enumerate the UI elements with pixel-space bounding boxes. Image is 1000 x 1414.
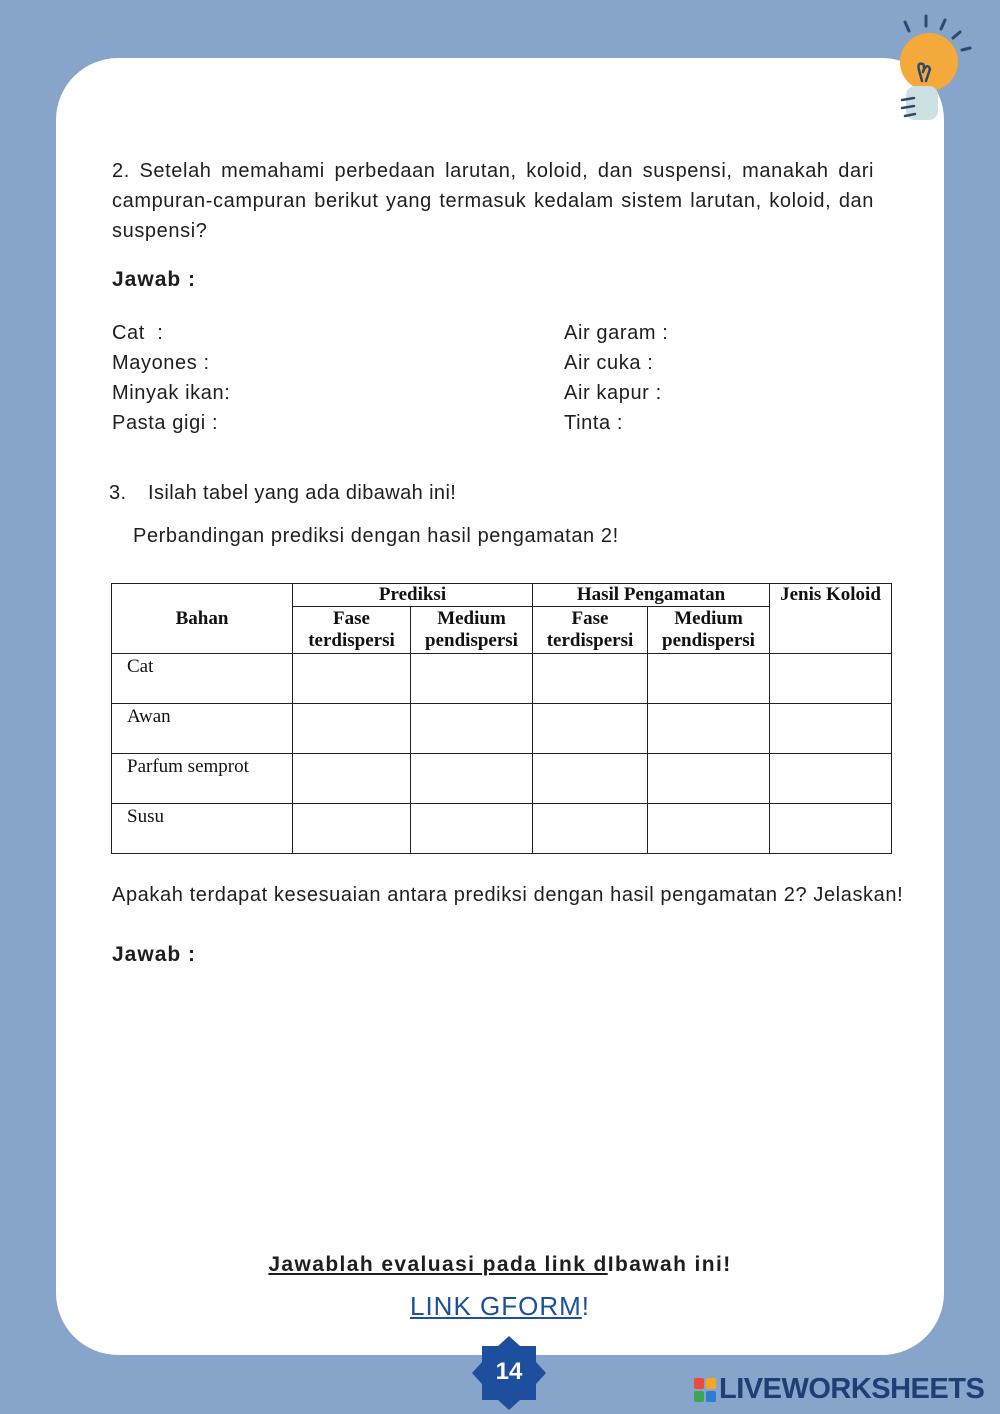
input-cell[interactable] <box>411 804 533 854</box>
question-3-number: 3. <box>109 482 127 504</box>
header-bahan: Bahan <box>112 584 293 654</box>
followup-answer-area[interactable] <box>112 980 904 1220</box>
answer-item-mayones[interactable]: Mayones : <box>112 352 210 374</box>
input-cell[interactable] <box>533 704 648 754</box>
liveworksheets-logo-icon <box>694 1378 716 1402</box>
input-cell[interactable] <box>648 754 770 804</box>
question-2-text: 2. Setelah memahami perbedaan larutan, koloid, dan suspensi, manakah dari campuran-campuran berikut yang termasuk kedalam sistem larutan, koloid, dan suspensi? <box>112 160 874 242</box>
input-cell[interactable] <box>533 754 648 804</box>
answer-label: Jawab : <box>112 268 197 291</box>
header-prediksi-medium: Medium pendispersi <box>411 607 533 654</box>
input-cell[interactable] <box>293 754 411 804</box>
answer-item-air-garam[interactable]: Air garam : <box>564 322 669 344</box>
question-3 <box>109 482 456 505</box>
evaluation-instruction <box>0 1253 1000 1277</box>
header-jenis-koloid: Jenis Koloid <box>770 584 892 654</box>
followup-answer-label: Jawab : <box>112 943 197 966</box>
answer-item-cat[interactable]: Cat : <box>112 322 164 344</box>
input-cell[interactable] <box>648 704 770 754</box>
gform-link-line <box>0 1291 1000 1322</box>
answer-list-right <box>564 318 668 438</box>
table-subtitle: Perbandingan prediksi dengan hasil pengamatan 2! <box>133 525 619 547</box>
input-cell[interactable] <box>293 654 411 704</box>
row-label: Susu <box>112 804 293 854</box>
input-cell[interactable] <box>770 804 892 854</box>
table-row <box>112 804 892 854</box>
input-cell[interactable] <box>648 804 770 854</box>
instruction-underlined: Jawablah evaluasi pada link d <box>268 1253 608 1276</box>
answer-item-tinta[interactable]: Tinta : <box>564 412 624 434</box>
gform-link[interactable]: LINK GFORM <box>409 1291 582 1321</box>
input-cell[interactable] <box>293 704 411 754</box>
header-prediksi-fase: Fase terdispersi <box>293 607 411 654</box>
input-cell[interactable] <box>293 804 411 854</box>
answer-item-air-kapur[interactable]: Air kapur : <box>564 382 662 404</box>
input-cell[interactable] <box>770 654 892 704</box>
answer-list-left <box>112 318 230 438</box>
table-row <box>112 754 892 804</box>
header-hasil-medium: Medium pendispersi <box>648 607 770 654</box>
answer-item-pasta-gigi[interactable]: Pasta gigi : <box>112 412 219 434</box>
input-cell[interactable] <box>770 704 892 754</box>
input-cell[interactable] <box>411 704 533 754</box>
input-cell[interactable] <box>533 804 648 854</box>
instruction-rest: Ibawah ini! <box>607 1253 732 1276</box>
lightbulb-icon <box>893 14 975 126</box>
page-number: 14 <box>495 1358 523 1385</box>
row-label: Cat <box>112 654 293 704</box>
table-row <box>112 654 892 704</box>
input-cell[interactable] <box>411 754 533 804</box>
row-label: Parfum semprot <box>112 754 293 804</box>
row-label: Awan <box>112 704 293 754</box>
input-cell[interactable] <box>411 654 533 704</box>
header-hasil-fase: Fase terdispersi <box>533 607 648 654</box>
followup-question: Apakah terdapat kesesuaian antara prediksi dengan hasil pengamatan 2? Jelaskan! <box>112 884 904 906</box>
header-prediksi: Prediksi <box>293 584 533 607</box>
gform-link-suffix: ! <box>581 1291 591 1321</box>
answer-item-minyak-ikan[interactable]: Minyak ikan: <box>112 382 231 404</box>
header-hasil-pengamatan: Hasil Pengamatan <box>533 584 770 607</box>
input-cell[interactable] <box>770 754 892 804</box>
page-number-badge <box>470 1334 548 1412</box>
table-row <box>112 704 892 754</box>
answer-item-air-cuka[interactable]: Air cuka : <box>564 352 654 374</box>
observation-table <box>111 583 892 854</box>
liveworksheets-wordmark: LIVEWORKSHEETS <box>719 1373 985 1405</box>
input-cell[interactable] <box>533 654 648 704</box>
question-3-text: Isilah tabel yang ada dibawah ini! <box>148 482 457 504</box>
input-cell[interactable] <box>648 654 770 704</box>
